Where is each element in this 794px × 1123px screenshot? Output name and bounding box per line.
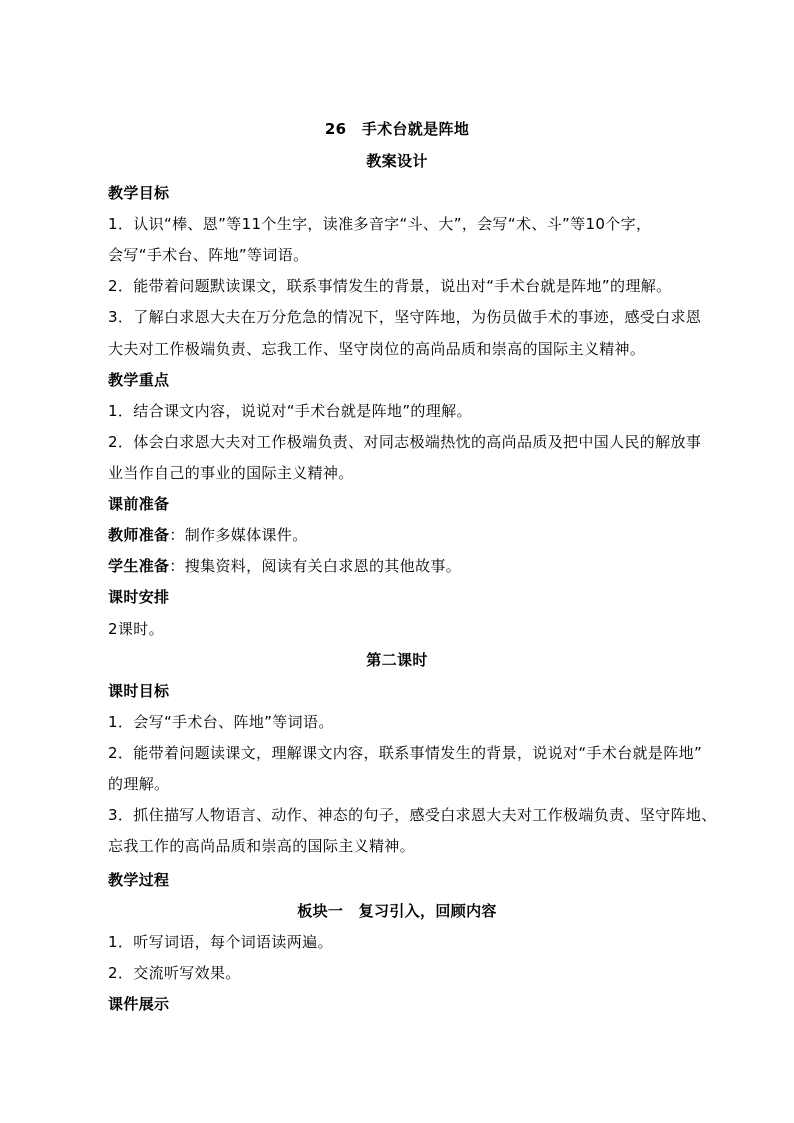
prep-student-text: ：搜集资料，阅读有关白求恩的其他故事。	[169, 557, 462, 575]
document-subtitle: 教案设计	[366, 152, 428, 170]
lesson-title: 26 手术台就是阵地	[324, 120, 470, 138]
section-heading-prep: 课前准备	[108, 495, 170, 513]
goal-item-2: 2．能带着问题默读课文，联系事情发生的背景，说出对“手术台就是阵地”的理解。	[108, 277, 672, 295]
process-item-2: 2．交流听写效果。	[108, 964, 241, 982]
section-heading-goals: 教学目标	[108, 184, 170, 202]
lesson-goal-item-3-line-2: 忘我工作的高尚品质和崇高的国际主义精神。	[108, 837, 416, 855]
prep-teacher	[108, 525, 308, 545]
lesson-goal-item-2-line-2: 的理解。	[108, 775, 170, 793]
goal-item-1-line-1: 1．认识“棒、恩”等11个生字，读准多音字“斗、大”，会写“术、斗”等10个字，	[108, 215, 652, 233]
section-heading-focus: 教学重点	[108, 371, 170, 389]
courseware-heading: 课件展示	[108, 995, 170, 1013]
prep-teacher-label: 教师准备	[108, 526, 170, 544]
lesson-goal-item-2-line-1: 2．能带着问题读课文，理解课文内容，联系事情发生的背景，说说对“手术台就是阵地”	[108, 744, 703, 762]
focus-item-2-line-1: 2．体会白求恩大夫对工作极端负责、对同志极端热忱的高尚品质及把中国人民的解放事	[108, 433, 702, 451]
prep-teacher-text: ：制作多媒体课件。	[169, 526, 308, 544]
block-1-title: 板块一 复习引入，回顾内容	[297, 902, 497, 920]
goal-item-1-line-2: 会写“手术台、阵地”等词语。	[108, 246, 309, 264]
lesson-goal-item-1: 1．会写“手术台、阵地”等词语。	[108, 713, 334, 731]
goal-item-3-line-1: 3．了解白求恩大夫在万分危急的情况下，坚守阵地，为伤员做手术的事迹，感受白求恩	[108, 308, 702, 326]
section-heading-process: 教学过程	[108, 871, 170, 889]
focus-item-2-line-2: 业当作自己的事业的国际主义精神。	[108, 464, 354, 482]
lesson-2-heading: 第二课时	[366, 651, 428, 669]
process-item-1: 1．听写词语，每个词语读两遍。	[108, 933, 333, 951]
prep-student	[108, 556, 461, 576]
section-heading-schedule: 课时安排	[108, 588, 170, 606]
prep-student-label: 学生准备	[108, 557, 170, 575]
section-heading-lesson-goals: 课时目标	[108, 682, 170, 700]
lesson-goal-item-3-line-1: 3．抓住描写人物语言、动作、神态的句子，感受白求恩大夫对工作极端负责、坚守阵地、	[108, 806, 717, 824]
goal-item-3-line-2: 大夫对工作极端负责、忘我工作、坚守岗位的高尚品质和崇高的国际主义精神。	[108, 340, 646, 358]
focus-item-1: 1．结合课文内容，说说对“手术台就是阵地”的理解。	[108, 402, 472, 420]
schedule-text: 2课时。	[108, 620, 164, 638]
